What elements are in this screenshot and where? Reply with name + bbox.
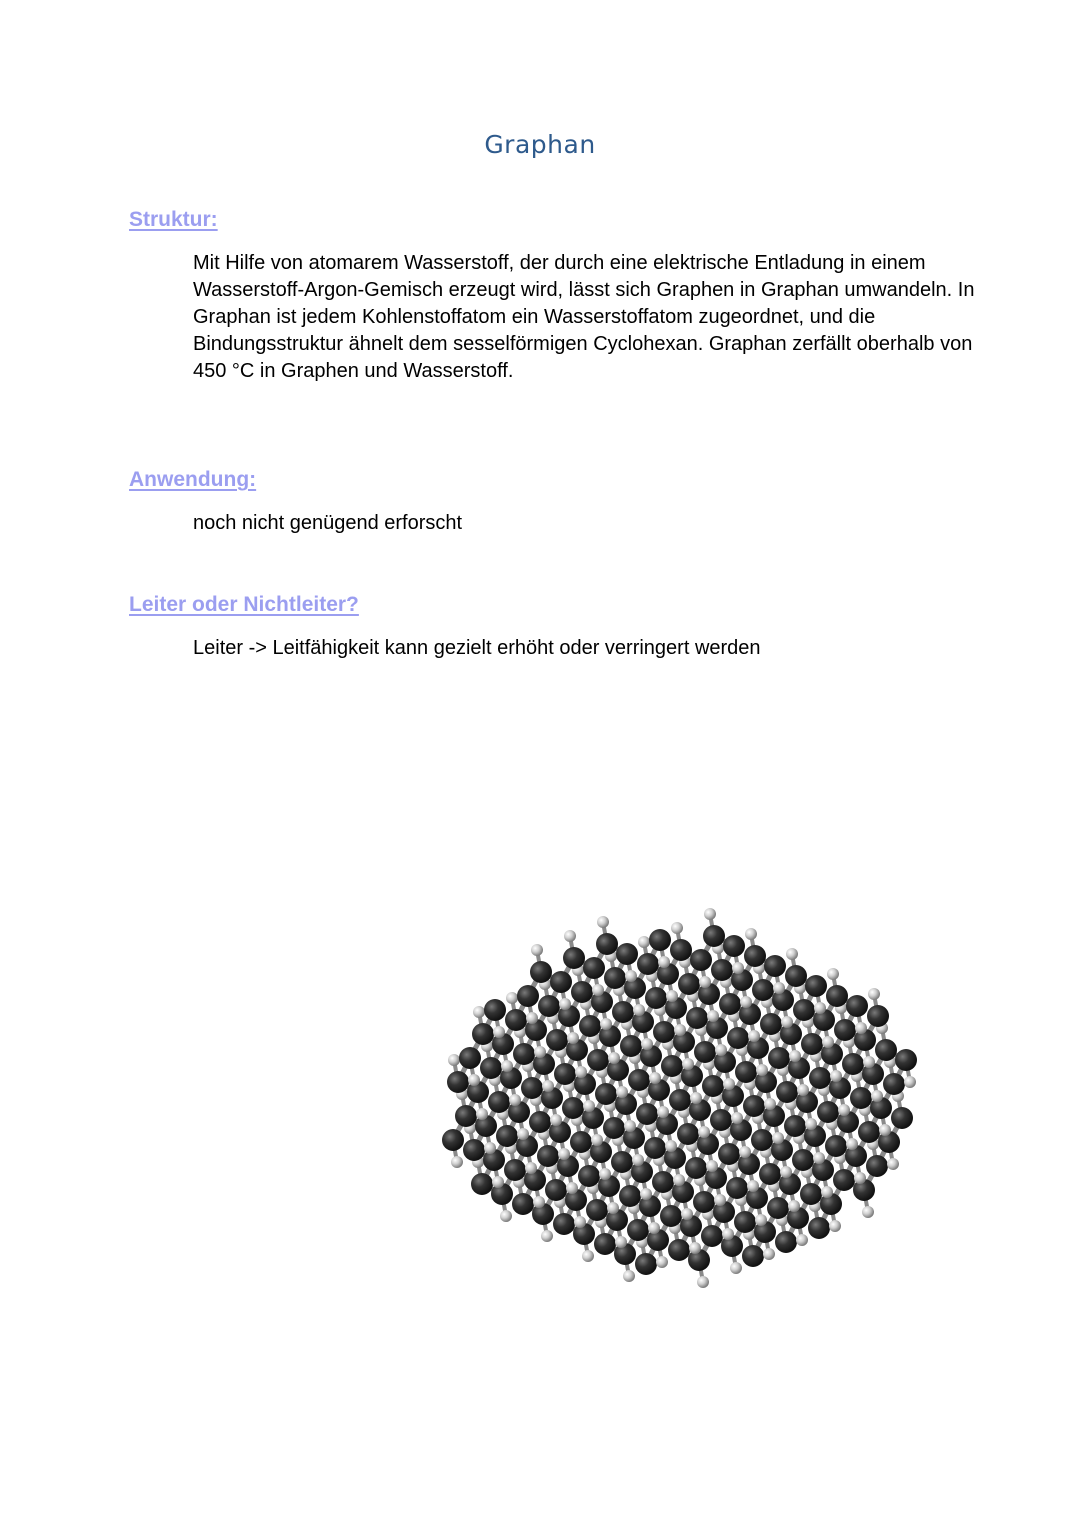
hydrogen-atom xyxy=(813,1152,825,1164)
carbon-atom xyxy=(611,1151,633,1173)
hydrogen-atom xyxy=(846,1138,858,1150)
carbon-atom xyxy=(553,1213,575,1235)
carbon-atom xyxy=(627,1219,649,1241)
carbon-atom xyxy=(603,1117,625,1139)
carbon-atom xyxy=(546,1029,568,1051)
hydrogen-atom xyxy=(526,1012,538,1024)
hydrogen-atom xyxy=(484,1142,496,1154)
carbon-atom xyxy=(652,1171,674,1193)
carbon-atom xyxy=(530,961,552,983)
carbon-atom xyxy=(517,985,539,1007)
carbon-atom xyxy=(694,1041,716,1063)
hydrogen-atom xyxy=(525,1162,537,1174)
carbon-atom xyxy=(767,1197,789,1219)
hydrogen-atom xyxy=(582,1250,594,1262)
hydrogen-atom xyxy=(567,1032,579,1044)
hydrogen-atom xyxy=(607,1202,619,1214)
carbon-atom xyxy=(703,925,725,947)
hydrogen-atom xyxy=(641,1038,653,1050)
carbon-atom xyxy=(726,1177,748,1199)
hydrogen-atom xyxy=(666,990,678,1002)
hydrogen-atom xyxy=(658,956,670,968)
carbon-atom xyxy=(895,1049,917,1071)
carbon-atom xyxy=(604,967,626,989)
hydrogen-atom xyxy=(558,1148,570,1160)
hydrogen-atom xyxy=(805,1118,817,1130)
carbon-atom xyxy=(801,1033,823,1055)
hydrogen-atom xyxy=(706,1160,718,1172)
carbon-atom xyxy=(677,1123,699,1145)
carbon-atom xyxy=(538,995,560,1017)
hydrogen-atom xyxy=(748,1030,760,1042)
carbon-atom xyxy=(628,1069,650,1091)
carbon-atom xyxy=(563,947,585,969)
section-text-leiter: Leiter -> Leitfähigkeit kann gezielt erhöht oder verringert werden xyxy=(193,637,761,659)
carbon-atom xyxy=(850,1087,872,1109)
hydrogen-atom xyxy=(533,1196,545,1208)
hydrogen-atom xyxy=(707,1010,719,1022)
carbon-atom xyxy=(579,1015,601,1037)
carbon-atom xyxy=(735,1061,757,1083)
hydrogen-atom xyxy=(755,1214,767,1226)
hydrogen-atom xyxy=(476,1108,488,1120)
hydrogen-atom xyxy=(904,1076,916,1088)
carbon-atom xyxy=(463,1139,485,1161)
hydrogen-atom xyxy=(500,1210,512,1222)
carbon-atom xyxy=(833,1169,855,1191)
carbon-atom xyxy=(764,955,786,977)
hydrogen-atom xyxy=(887,1158,899,1170)
hydrogen-atom xyxy=(879,1124,891,1136)
hydrogen-atom xyxy=(681,1208,693,1220)
carbon-atom xyxy=(583,957,605,979)
carbon-atom xyxy=(649,929,671,951)
hydrogen-atom xyxy=(633,1004,645,1016)
carbon-atom xyxy=(660,1205,682,1227)
hydrogen-atom xyxy=(674,1024,686,1036)
carbon-atom xyxy=(570,1131,592,1153)
carbon-atom xyxy=(594,1233,616,1255)
carbon-atom xyxy=(645,987,667,1009)
section-heading-struktur: Struktur: xyxy=(129,208,218,231)
hydrogen-atom xyxy=(862,1206,874,1218)
hydrogen-atom xyxy=(854,1172,866,1184)
carbon-atom xyxy=(752,979,774,1001)
hydrogen-atom xyxy=(566,1182,578,1194)
hydrogen-atom xyxy=(657,1106,669,1118)
carbon-atom xyxy=(513,1043,535,1065)
carbon-atom xyxy=(637,953,659,975)
hydrogen-atom xyxy=(492,1176,504,1188)
carbon-atom xyxy=(505,1009,527,1031)
carbon-atom xyxy=(669,1089,691,1111)
hydrogen-atom xyxy=(559,998,571,1010)
carbon-atom xyxy=(858,1121,880,1143)
hydrogen-atom xyxy=(756,1064,768,1076)
hydrogen-atom xyxy=(723,1078,735,1090)
section-heading-anwendung: Anwendung: xyxy=(129,468,257,491)
hydrogen-atom xyxy=(665,1140,677,1152)
hydrogen-atom xyxy=(531,944,543,956)
carbon-atom xyxy=(529,1111,551,1133)
hydrogen-atom xyxy=(829,1220,841,1232)
hydrogen-atom xyxy=(448,1054,460,1066)
hydrogen-atom xyxy=(632,1154,644,1166)
carbon-atom xyxy=(455,1105,477,1127)
hydrogen-atom xyxy=(698,1126,710,1138)
carbon-atom xyxy=(711,959,733,981)
hydrogen-atom xyxy=(830,1070,842,1082)
hydrogen-atom xyxy=(534,1046,546,1058)
carbon-atom xyxy=(834,1019,856,1041)
hydrogen-atom xyxy=(625,970,637,982)
carbon-atom xyxy=(512,1193,534,1215)
hydrogen-atom xyxy=(564,930,576,942)
hydrogen-atom xyxy=(623,1270,635,1282)
hydrogen-atom xyxy=(673,1174,685,1186)
hydrogen-atom xyxy=(501,1060,513,1072)
carbon-atom xyxy=(578,1165,600,1187)
hydrogen-atom xyxy=(597,916,609,928)
carbon-atom xyxy=(693,1191,715,1213)
hydrogen-atom xyxy=(550,1114,562,1126)
carbon-atom xyxy=(471,1173,493,1195)
carbon-atom xyxy=(742,1245,764,1267)
section-text-struktur: Mit Hilfe von atomarem Wasserstoff, der durch eine elektrische Entladung in einem Wasserstoff-Argon-Gemisch erzeugt wird, lässt sich Graphen in Graphan umwandeln. In Graphan ist jedem Kohlenstoffatom ein Wasserstoffatom zugeordnet, und die Bindungsstruktur ähnelt dem sesselförmigen Cyclohexan. Graphan zerfällt oberhalb von 450 °C in Graphen und Wasserstoff. xyxy=(193,252,975,382)
hydrogen-atom xyxy=(592,984,604,996)
carbon-atom xyxy=(596,933,618,955)
hydrogen-atom xyxy=(788,1200,800,1212)
carbon-atom xyxy=(678,973,700,995)
graphane-molecule-model-icon xyxy=(400,860,960,1340)
carbon-atom xyxy=(616,943,638,965)
carbon-atom xyxy=(744,945,766,967)
carbon-atom xyxy=(719,993,741,1015)
hydrogen-atom xyxy=(649,1072,661,1084)
hydrogen-atom xyxy=(671,922,683,934)
hydrogen-atom xyxy=(786,948,798,960)
carbon-atom xyxy=(768,1047,790,1069)
hydrogen-atom xyxy=(468,1074,480,1086)
carbon-atom xyxy=(685,1157,707,1179)
carbon-atom xyxy=(727,1027,749,1049)
hydrogen-atom xyxy=(822,1036,834,1048)
hydrogen-atom xyxy=(704,908,716,920)
carbon-atom xyxy=(808,1217,830,1239)
carbon-atom xyxy=(442,1129,464,1151)
hydrogen-atom xyxy=(814,1002,826,1014)
carbon-atom xyxy=(480,1057,502,1079)
hydrogen-atom xyxy=(638,936,650,948)
carbon-atom xyxy=(702,1075,724,1097)
carbon-atom xyxy=(875,1039,897,1061)
section-text-anwendung: noch nicht genügend erforscht xyxy=(193,512,463,534)
carbon-atom xyxy=(472,1023,494,1045)
carbon-atom xyxy=(866,1155,888,1177)
hydrogen-atom xyxy=(599,1168,611,1180)
carbon-atom xyxy=(521,1077,543,1099)
hydrogen-atom xyxy=(575,1066,587,1078)
hydrogen-atom xyxy=(714,1194,726,1206)
carbon-atom xyxy=(619,1185,641,1207)
carbon-atom xyxy=(846,995,868,1017)
carbon-atom xyxy=(805,975,827,997)
hydrogen-atom xyxy=(772,1132,784,1144)
carbon-atom xyxy=(776,1081,798,1103)
hydrogen-atom xyxy=(583,1100,595,1112)
hydrogen-atom xyxy=(699,976,711,988)
carbon-atom xyxy=(760,1013,782,1035)
carbon-atom xyxy=(784,1115,806,1137)
carbon-atom xyxy=(488,1091,510,1113)
hydrogen-atom xyxy=(697,1276,709,1288)
section-heading-leiter: Leiter oder Nichtleiter? xyxy=(129,593,359,616)
hydrogen-atom xyxy=(656,1256,668,1268)
hydrogen-atom xyxy=(506,992,518,1004)
hydrogen-atom xyxy=(509,1094,521,1106)
carbon-atom xyxy=(620,1035,642,1057)
carbon-atom xyxy=(554,1063,576,1085)
hydrogen-atom xyxy=(796,1234,808,1246)
carbon-atom xyxy=(800,1183,822,1205)
hydrogen-atom xyxy=(730,1262,742,1274)
carbon-atom xyxy=(701,1225,723,1247)
carbon-atom xyxy=(496,1125,518,1147)
hydrogen-atom xyxy=(764,1098,776,1110)
carbon-atom xyxy=(459,1047,481,1069)
carbon-atom xyxy=(867,1005,889,1027)
hydrogen-atom xyxy=(745,928,757,940)
carbon-atom xyxy=(661,1055,683,1077)
hydrogen-atom xyxy=(789,1050,801,1062)
hydrogen-atom xyxy=(591,1134,603,1146)
carbon-atom xyxy=(636,1103,658,1125)
carbon-atom xyxy=(842,1053,864,1075)
carbon-atom xyxy=(545,1179,567,1201)
carbon-atom xyxy=(817,1101,839,1123)
hydrogen-atom xyxy=(868,988,880,1000)
carbon-atom xyxy=(743,1095,765,1117)
carbon-atom xyxy=(595,1083,617,1105)
carbon-atom xyxy=(686,1007,708,1029)
carbon-atom xyxy=(826,985,848,1007)
carbon-atom xyxy=(653,1021,675,1043)
carbon-atom xyxy=(734,1211,756,1233)
hydrogen-atom xyxy=(763,1248,775,1260)
carbon-atom xyxy=(571,981,593,1003)
hydrogen-atom xyxy=(473,1006,485,1018)
carbon-atom xyxy=(644,1137,666,1159)
carbon-atom xyxy=(504,1159,526,1181)
hydrogen-atom xyxy=(855,1022,867,1034)
hydrogen-atom xyxy=(648,1222,660,1234)
hydrogen-atom xyxy=(773,982,785,994)
hydrogen-atom xyxy=(740,996,752,1008)
hydrogen-atom xyxy=(871,1090,883,1102)
hydrogen-atom xyxy=(689,1242,701,1254)
hydrogen-atom xyxy=(616,1086,628,1098)
carbon-atom xyxy=(793,999,815,1021)
carbon-atom xyxy=(447,1071,469,1093)
hydrogen-atom xyxy=(608,1052,620,1064)
carbon-atom xyxy=(891,1107,913,1129)
hydrogen-atom xyxy=(493,1026,505,1038)
carbon-atom xyxy=(562,1097,584,1119)
hydrogen-atom xyxy=(624,1120,636,1132)
hydrogen-atom xyxy=(541,1230,553,1242)
hydrogen-atom xyxy=(715,1044,727,1056)
hydrogen-atom xyxy=(797,1084,809,1096)
carbon-atom xyxy=(809,1067,831,1089)
carbon-atom xyxy=(612,1001,634,1023)
hydrogen-atom xyxy=(781,1016,793,1028)
carbon-atom xyxy=(825,1135,847,1157)
hydrogen-atom xyxy=(690,1092,702,1104)
page-title: Graphan xyxy=(484,130,596,159)
carbon-atom xyxy=(792,1149,814,1171)
hydrogen-atom xyxy=(821,1186,833,1198)
carbon-atom xyxy=(550,971,572,993)
carbon-atom xyxy=(883,1073,905,1095)
hydrogen-atom xyxy=(451,1156,463,1168)
hydrogen-atom xyxy=(542,1080,554,1092)
carbon-atom xyxy=(586,1199,608,1221)
hydrogen-atom xyxy=(682,1058,694,1070)
carbon-atom xyxy=(587,1049,609,1071)
hydrogen-atom xyxy=(574,1216,586,1228)
carbon-atom xyxy=(690,949,712,971)
carbon-atom xyxy=(710,1109,732,1131)
hydrogen-atom xyxy=(732,962,744,974)
carbon-atom xyxy=(775,1231,797,1253)
hydrogen-atom xyxy=(722,1228,734,1240)
hydrogen-atom xyxy=(827,968,839,980)
hydrogen-atom xyxy=(780,1166,792,1178)
carbon-atom xyxy=(785,965,807,987)
carbon-atom xyxy=(751,1129,773,1151)
hydrogen-atom xyxy=(640,1188,652,1200)
carbon-atom xyxy=(668,1239,690,1261)
carbon-atom xyxy=(670,939,692,961)
carbon-atom xyxy=(718,1143,740,1165)
carbon-atom xyxy=(635,1253,657,1275)
carbon-atom xyxy=(484,999,506,1021)
carbon-atom xyxy=(723,935,745,957)
carbon-atom xyxy=(537,1145,559,1167)
carbon-atom xyxy=(759,1163,781,1185)
hydrogen-atom xyxy=(747,1180,759,1192)
hydrogen-atom xyxy=(517,1128,529,1140)
hydrogen-atom xyxy=(600,1018,612,1030)
hydrogen-atom xyxy=(739,1146,751,1158)
hydrogen-atom xyxy=(731,1112,743,1124)
hydrogen-atom xyxy=(838,1104,850,1116)
hydrogen-atom xyxy=(863,1056,875,1068)
hydrogen-atom xyxy=(615,1236,627,1248)
